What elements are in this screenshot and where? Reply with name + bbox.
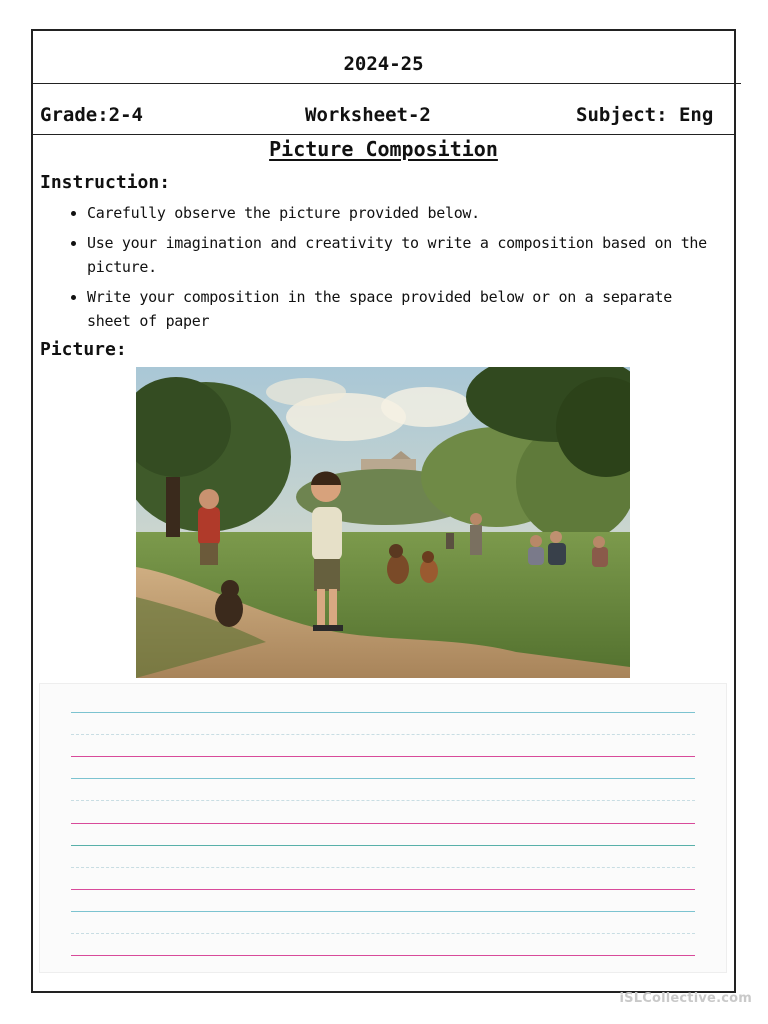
- worksheet-title-text: Picture Composition: [269, 137, 498, 161]
- instruction-list: [41, 201, 721, 339]
- picture-heading: Picture:: [40, 339, 127, 360]
- worksheet-frame: [31, 29, 736, 993]
- writing-guide-line: [71, 933, 695, 934]
- header-divider-bottom: [33, 134, 734, 135]
- subject-label: Subject: Eng: [576, 104, 714, 126]
- watermark: iSLCollective.com: [619, 991, 752, 1006]
- writing-line: [71, 845, 695, 846]
- writing-line: [71, 778, 695, 779]
- worksheet-number: Worksheet-2: [305, 104, 431, 126]
- writing-guide-line: [71, 867, 695, 868]
- grade-label: Grade:2-4: [40, 104, 143, 126]
- instruction-item: • Write your composition in the space provided below or on a separate sheet of paper: [87, 285, 721, 333]
- instruction-heading: Instruction:: [40, 172, 171, 193]
- writing-guide-line: [71, 800, 695, 801]
- writing-guide-line: [71, 734, 695, 735]
- writing-baseline: [71, 756, 695, 757]
- header-divider-top: [33, 83, 741, 84]
- writing-line: [71, 712, 695, 713]
- writing-baseline: [71, 889, 695, 890]
- park-scene-image: [136, 367, 630, 678]
- writing-line: [71, 911, 695, 912]
- writing-baseline: [71, 955, 695, 956]
- writing-area[interactable]: [39, 683, 727, 973]
- writing-baseline: [71, 823, 695, 824]
- instruction-item: • Carefully observe the picture provided below.: [87, 201, 721, 225]
- worksheet-title: [33, 137, 734, 161]
- school-year: 2024-25: [343, 53, 424, 75]
- instruction-item: • Use your imagination and creativity to write a composition based on the picture.: [87, 231, 721, 279]
